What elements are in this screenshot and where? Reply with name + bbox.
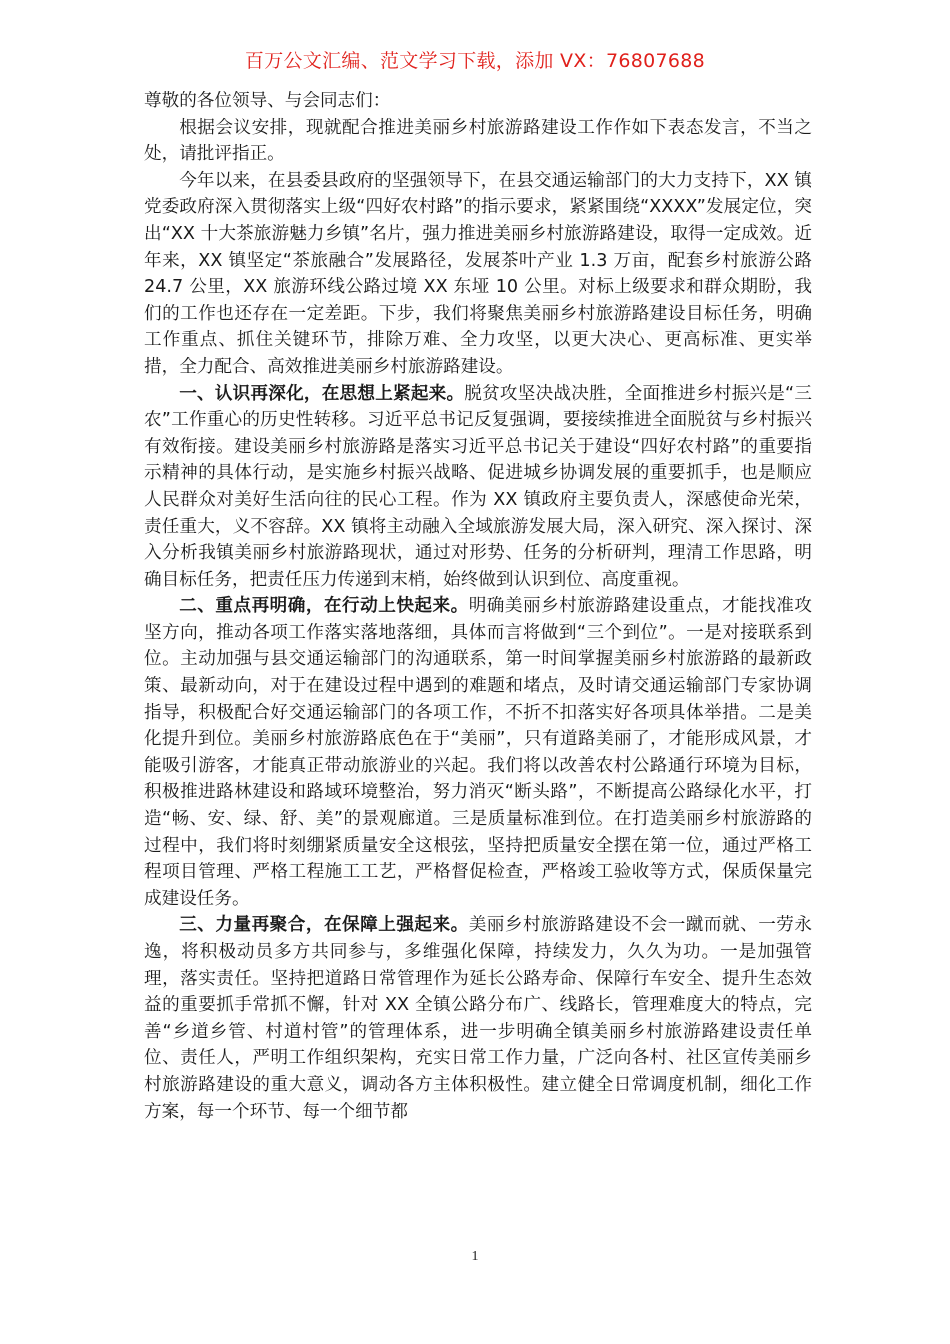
section-3-heading: 三、力量再聚合，在保障上强起来。 (179, 915, 469, 936)
section-1-paragraph (144, 381, 812, 594)
page-number: 1 (471, 1249, 479, 1264)
section-1-text: 脱贫攻坚决战决胜，全面推进乡村振兴是“三农”工作重心的历史性转移。习近平总书记反复强调，要接续推进全面脱贫与乡村振兴有效衔接。建设美丽乡村旅游路是落实习近平总书记关于建设“四好农村路”的重要指示精神的具体行动，是实施乡村振兴战略、促进城乡协调发展的重要抓手，也是顺应人民群众对美好生活向往的民心工程。作为 XX 镇政府主要负责人，深感使命光荣，责任重大，义不容辞。XX 镇将主动融入全域旅游发展大局，深入研究、深入探讨、深入分析我镇美丽乡村旅游路现状，通过对形势、任务的分析研判，理清工作思路，明确目标任务，把责任压力传递到末梢，始终做到认识到位、高度重视。 (144, 383, 812, 590)
section-1-heading: 一、认识再深化，在思想上紧起来。 (179, 383, 465, 404)
document-body (144, 88, 812, 1125)
background-paragraph: 今年以来，在县委县政府的坚强领导下，在县交通运输部门的大力支持下，XX 镇党委政府深入贯彻落实上级“四好农村路”的指示要求，紧紧围绕“XXXX”发展定位，突出“XX 十大茶旅游魅力乡镇”名片，强力推进美丽乡村旅游路建设，取得一定成效。近年来，XX 镇坚定“茶旅融合”发展路径，发展茶叶产业 1.3 万亩，配套乡村旅游公路 24.7 公里，XX 旅游环线公路过境 XX 东垭 10 公里。对标上级要求和群众期盼，我们的工作也还存在一定差距。下步，我们将聚焦美丽乡村旅游路建设目标任务，明确工作重点、抓住关键环节，排除万难、全力攻坚，以更大决心、更高标准、更实举措，全力配合、高效推进美丽乡村旅游路建设。 (144, 170, 812, 377)
salutation: 尊敬的各位领导、与会同志们： (144, 91, 391, 111)
section-2-paragraph (144, 593, 812, 912)
header-promo-text: 百万公文汇编、范文学习下载，添加 VX：76807688 (244, 50, 706, 72)
section-2-text: 明确美丽乡村旅游路建设重点，才能找准攻坚方向，推动各项工作落实落地落细，具体而言将做到“三个到位”。一是对接联系到位。主动加强与县交通运输部门的沟通联系，第一时间掌握美丽乡村旅游路的最新政策、最新动向，对于在建设过程中遇到的难题和堵点，及时请交通运输部门专家协调指导，积极配合好交通运输部门的各项工作，不折不扣落实好各项具体举措。二是美化提升到位。美丽乡村旅游路底色在于“美丽”，只有道路美丽了，才能形成风景，才能吸引游客，才能真正带动旅游业的兴起。我们将以改善农村公路通行环境为目标，积极推进路林建设和路域环境整治，努力消灭“断头路”，不断提高公路绿化水平，打造“畅、安、绿、舒、美”的景观廊道。三是质量标准到位。在打造美丽乡村旅游路的过程中，我们将时刻绷紧质量安全这根弦，坚持把质量安全摆在第一位，通过严格工程项目管理、严格工程施工工艺，严格督促检查，严格竣工验收等方式，保质保量完成建设任务。 (144, 596, 812, 909)
section-2-heading: 二、重点再明确，在行动上快起来。 (179, 596, 469, 617)
intro-paragraph: 根据会议安排，现就配合推进美丽乡村旅游路建设工作作如下表态发言，不当之处，请批评指正。 (144, 117, 812, 165)
section-3-text: 美丽乡村旅游路建设不会一蹴而就、一劳永逸，将积极动员多方共同参与，多维强化保障，持续发力，久久为功。一是加强管理，落实责任。坚持把道路日常管理作为延长公路寿命、保障行车安全、提升生态效益的重要抓手常抓不懈，针对 XX 全镇公路分布广、线路长，管理难度大的特点，完善“乡道乡管、村道村管”的管理体系，进一步明确全镇美丽乡村旅游路建设责任单位、责任人，严明工作组织架构，充实日常工作力量，广泛向各村、社区宣传美丽乡村旅游路建设的重大意义，调动各方主体积极性。建立健全日常调度机制，细化工作方案，每一个环节、每一个细节都 (144, 915, 812, 1122)
section-3-paragraph (144, 912, 812, 1125)
